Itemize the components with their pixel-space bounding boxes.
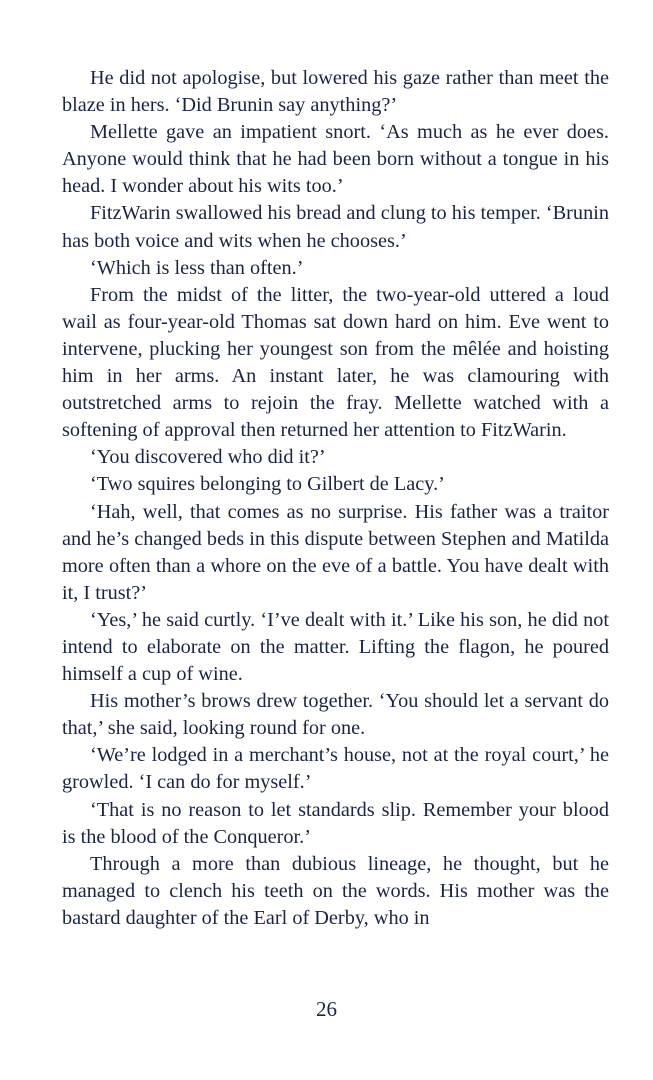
paragraph-3: FitzWarin swallowed his bread and clung to his temper. ‘Brunin has both voice and wits when he chooses.’ <box>62 202 609 252</box>
paragraph-5: From the midst of the litter, the two-year-old uttered a loud wail as four-year-old Thomas sat down hard on him. Eve went to intervene, plucking her youngest son from the mêlée and hoisting him in her arms. An instant later, he was clamouring with outstretched arms to rejoin the fray. Mellette watched with a softening of approval then returned her attention to FitzWarin. <box>62 283 609 442</box>
paragraph-8: ‘Hah, well, that comes as no surprise. His father was a traitor and he’s changed beds in this dispute between Stephen and Matilda more often than a whore on the eve of a battle. You have dealt with it, I trust?’ <box>62 500 609 604</box>
paragraph-9: ‘Yes,’ he said curtly. ‘I’ve dealt with it.’ Like his son, he did not intend to elaborate on the matter. Lifting the flagon, he poured himself a cup of wine. <box>62 608 609 686</box>
paragraph-13: Through a more than dubious lineage, he thought, but he managed to clench his teeth on the words. His mother was the bastard daughter of the Earl of Derby, who in <box>62 852 609 929</box>
paragraph-7: ‘Two squires belonging to Gilbert de Lacy.’ <box>90 473 445 496</box>
paragraph-11: ‘We’re lodged in a merchant’s house, not at the royal court,’ he growled. ‘I can do for myself.’ <box>62 744 609 794</box>
paragraph-12: ‘That is no reason to let standards slip. Remember your blood is the blood of the Conqueror.’ <box>62 798 609 848</box>
body-text <box>62 65 609 932</box>
paragraph-2: Mellette gave an impatient snort. ‘As much as he ever does. Anyone would think that he had been born without a tongue in his head. I wonder about his wits too.’ <box>62 121 609 198</box>
paragraph-6: ‘You discovered who did it?’ <box>90 446 326 469</box>
paragraph-4: ‘Which is less than often.’ <box>90 256 304 279</box>
page-number: 26 <box>316 997 337 1021</box>
paragraph-1: He did not apologise, but lowered his gaze rather than meet the blaze in hers. ‘Did Brunin say anything?’ <box>62 67 609 117</box>
paragraph-10: His mother’s brows drew together. ‘You should let a servant do that,’ she said, looking round for one. <box>62 690 609 740</box>
